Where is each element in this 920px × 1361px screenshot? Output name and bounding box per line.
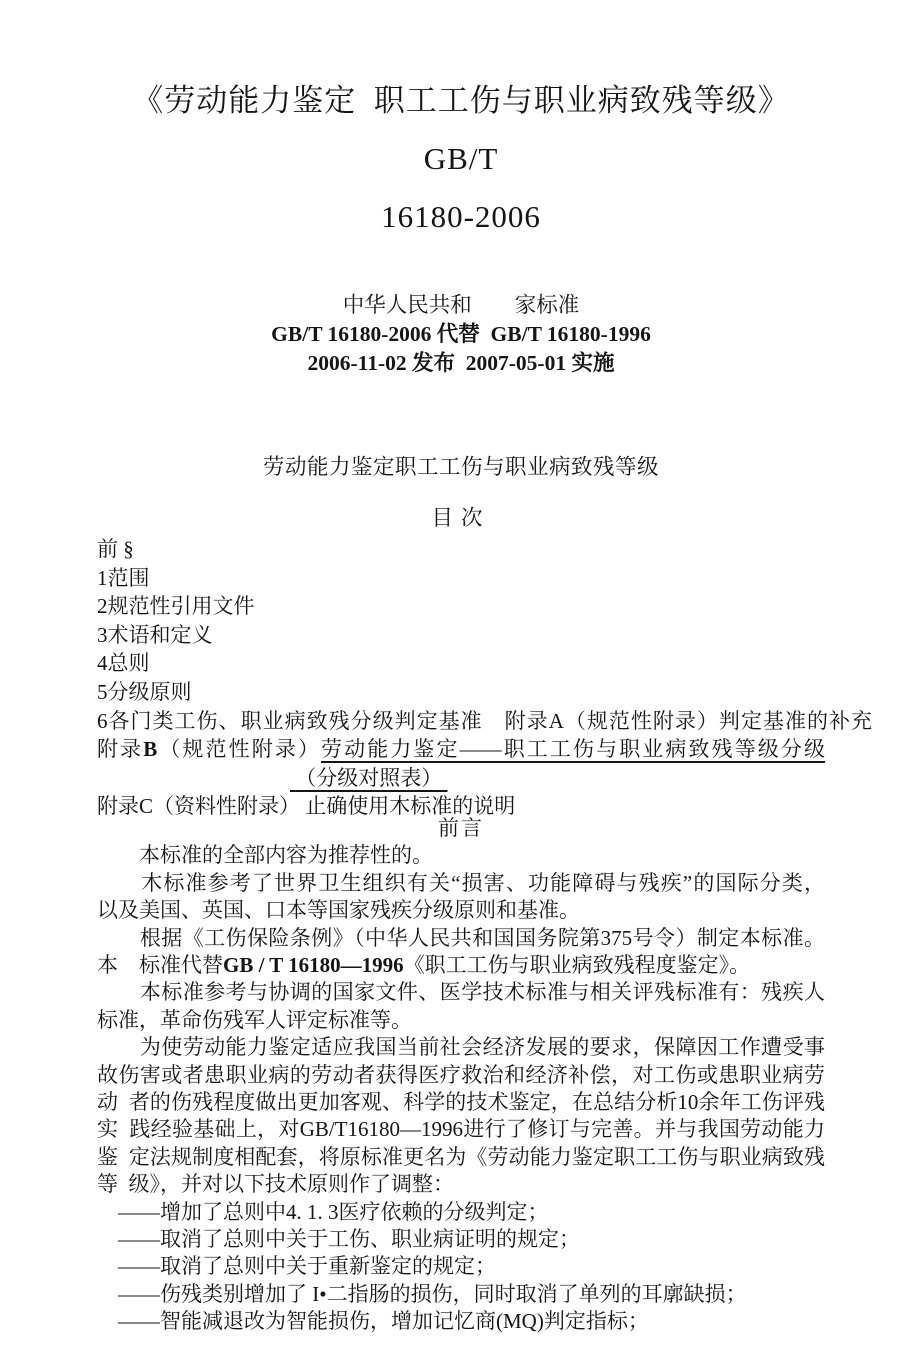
foreword-change-item: ——智能减退改为智能损伤，增加记忆商(MQ)判定指标； (97, 1309, 649, 1334)
toc-item-terms-definitions: 3术语和定义 (97, 622, 213, 647)
standard-issuer-line: 中华人民共和 家标准 (342, 293, 580, 317)
annex-b-letter: B (143, 737, 158, 762)
foreword-heading: 前言 (438, 815, 484, 840)
foreword-line: 为使劳动能力鉴定适应我国当前社会经济发展的要求，保障因工作遭受事 (97, 1035, 825, 1060)
toc-item-chapter6-annex-a: 6各门类工伤、职业病致残分级判定基准 附录A（规范性附录）判定基准的补充 (97, 708, 872, 733)
foreword-line: 以及美国、英国、口本等国家残疾分级原则和基准。 (97, 898, 580, 923)
annex-b-mid: （规范性附录） (157, 737, 322, 762)
foreword-section (97, 842, 825, 1335)
document-title-line2: 16180-2006 (381, 199, 541, 234)
foreword-line: 本标准参考与协调的国家文件、医学技术标准与相关评残标准有：残疾人 (97, 980, 825, 1005)
foreword-line: 实 践经验基础上，对GB/T16180—1996进行了修订与完善。并与我国劳动能力 (97, 1117, 825, 1142)
toc-item-scope: 1范围 (97, 565, 150, 590)
annex-b-table-label: （分级对照表） (290, 765, 448, 790)
foreword-line: 动 者的伤残程度做出更加客观、科学的技术鉴定，在总结分析10余年工伤评残 (97, 1090, 825, 1114)
document-title-line1: 《劳动能力鉴定 职工工伤与职业病致残等级》GB/T (132, 83, 790, 176)
toc-item-annex-b (97, 735, 825, 764)
standard-gazette-block (97, 291, 825, 378)
foreword-line: 故伤害或者患职业病的劳动者获得医疗救治和经济补偿，对工伤或患职业病劳 (97, 1062, 825, 1087)
foreword-change-item: ——伤残类别增加了 I•二指肠的损伤，同时取消了单列的耳廓缺损； (97, 1281, 747, 1306)
toc-item-grading-principles: 5分级原则 (97, 679, 192, 704)
foreword-line-replaces (97, 952, 825, 979)
toc-item-annex-c: 附录C（资料性附录） 止确使用木标准的说明 (97, 794, 516, 819)
foreword-change-item: ——取消了总则中关于重新鉴定的规定； (97, 1254, 496, 1279)
replaces-suffix: 《职工工伤与职业病致残程度鉴定》。 (403, 952, 751, 977)
foreword-line: 根据《工伤保险条例》（中华人民共和国国务院第375号令）制定本标准。 (97, 925, 825, 950)
foreword-line: 等 级》，并对以下技术原则作了调整： (97, 1172, 454, 1197)
toc-heading: 目次 (431, 506, 491, 530)
standard-dates-line: 2006-11-02 发布 2007-05-01 实施 (307, 351, 615, 375)
toc-item-normative-references: 2规范性引用文件 (97, 594, 255, 619)
foreword-line: 本标准的全部内容为推荐性的。 (97, 843, 433, 868)
toc-item-general-rules: 4总则 (97, 651, 150, 676)
foreword-line: 木标准参考了世界卫生组织有关“损害、功能障碍与残疾”的国际分类， (97, 870, 825, 895)
standard-name-heading: 劳动能力鉴定职工工伤与职业病致残等级 (262, 455, 659, 479)
foreword-line: 鉴 定法规制度相配套，将原标准更名为《劳动能力鉴定职工工伤与职业病致残 (97, 1144, 825, 1169)
foreword-change-item: ——取消了总则中关于工伤、职业病证明的规定； (97, 1227, 580, 1252)
document-title (97, 72, 825, 246)
toc-item-foreword: 前 § (97, 537, 134, 561)
foreword-change-item: ——增加了总则中4. 1. 3医疗依赖的分级判定； (97, 1199, 549, 1224)
standard-replaces-line: GB/T 16180-2006 代替 GB/T 16180-1996 (271, 322, 651, 346)
annex-b-underlined-title: 劳动能力鉴定——职工工伤与职业病致残等级分级 (321, 737, 826, 762)
toc-item-annex-b-cont (290, 764, 825, 793)
annex-b-prefix: 附录 (97, 737, 144, 762)
foreword-line: 标准，革命伤残军人评定标准等。 (97, 1007, 412, 1032)
replaces-prefix: 本 标准代替 (97, 952, 223, 977)
replaces-standard-number: GB / T 16180—1996 (223, 952, 404, 977)
table-of-contents (97, 535, 872, 821)
